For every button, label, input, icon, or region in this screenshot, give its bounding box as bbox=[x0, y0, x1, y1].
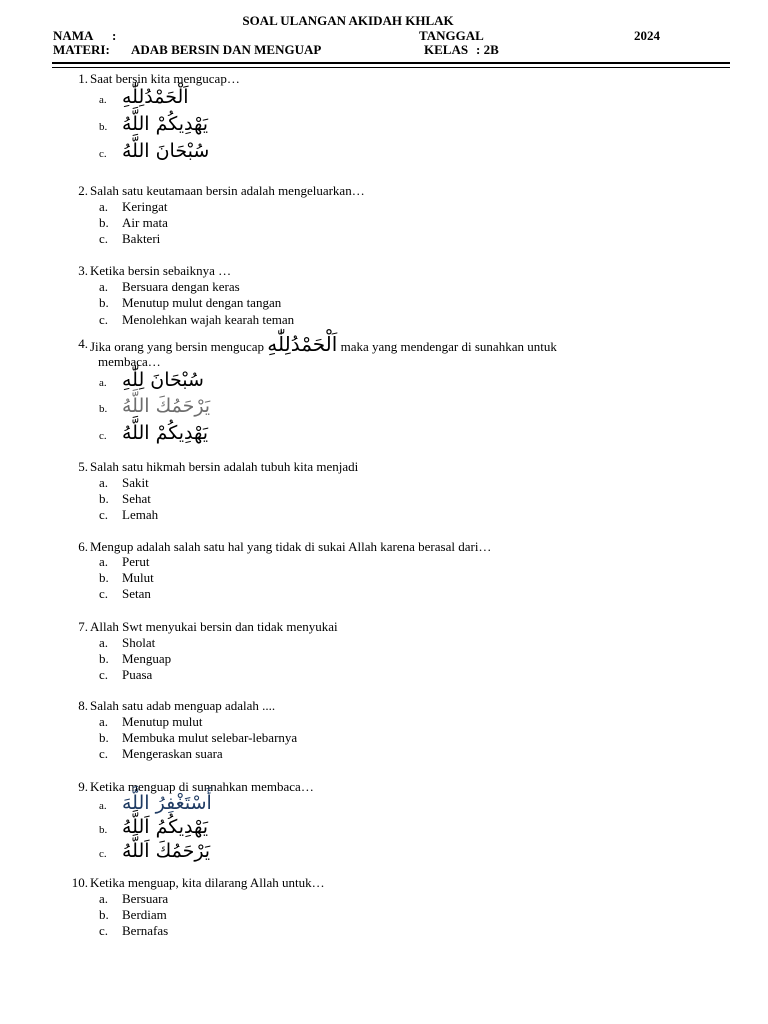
question-1 bbox=[66, 71, 746, 87]
header-divider-thin bbox=[52, 67, 730, 68]
option-text: Mulut bbox=[122, 570, 154, 585]
question-number: 4. bbox=[78, 336, 88, 351]
option-arabic-text: يَرْحَمُكَ اللَّهُ bbox=[122, 395, 211, 417]
option-letter: a. bbox=[99, 279, 109, 294]
option-letter: a. bbox=[99, 554, 109, 569]
option-letter: b. bbox=[99, 121, 108, 133]
question-3 bbox=[66, 263, 746, 279]
option-9a bbox=[99, 792, 212, 814]
option-2c bbox=[99, 231, 160, 247]
option-letter: a. bbox=[99, 377, 107, 389]
option-letter: b. bbox=[99, 907, 109, 922]
question-4 bbox=[66, 332, 746, 356]
question-2 bbox=[66, 183, 746, 199]
option-text: Menutup mulut bbox=[122, 714, 203, 729]
option-letter: c. bbox=[99, 430, 107, 442]
question-number: 3. bbox=[78, 263, 88, 278]
option-text: Menguap bbox=[122, 651, 172, 666]
question-5 bbox=[66, 459, 746, 475]
question-number: 2. bbox=[78, 183, 88, 198]
option-8c bbox=[99, 746, 223, 762]
option-letter: c. bbox=[99, 586, 109, 601]
question-10 bbox=[66, 875, 746, 891]
option-letter: b. bbox=[99, 491, 109, 506]
kelas-value: : 2B bbox=[476, 42, 499, 57]
option-letter: a. bbox=[99, 635, 109, 650]
question-number: 5. bbox=[78, 459, 88, 474]
question-7 bbox=[66, 619, 746, 635]
option-5b bbox=[99, 491, 151, 507]
option-letter: b. bbox=[99, 651, 109, 666]
option-arabic-text: يَهْدِيكُمْ اللَّهُ bbox=[122, 422, 209, 444]
option-text: Menolehkan wajah kearah teman bbox=[122, 312, 295, 327]
option-text: Puasa bbox=[122, 667, 153, 682]
option-letter: b. bbox=[99, 824, 108, 836]
question-text: Salah satu adab menguap adalah .... bbox=[90, 698, 276, 713]
option-9c bbox=[99, 840, 211, 862]
option-letter: a. bbox=[99, 94, 107, 106]
option-7c bbox=[99, 667, 152, 683]
nama-label: NAMA bbox=[53, 28, 94, 43]
option-text: Sehat bbox=[122, 491, 151, 506]
option-6a bbox=[99, 554, 149, 570]
option-1c bbox=[99, 140, 210, 162]
question-number: 1. bbox=[78, 71, 88, 86]
question-text: Saat bersin kita mengucap… bbox=[90, 71, 240, 86]
option-letter: c. bbox=[99, 667, 109, 682]
option-letter: c. bbox=[99, 507, 109, 522]
option-arabic-text: يَرْحَمُكَ اَللَّهُ bbox=[122, 840, 211, 862]
question-text: Salah satu hikmah bersin adalah tubuh kita menjadi bbox=[90, 459, 359, 474]
option-arabic-text: سُبْحَانَ اللَّهُ bbox=[122, 140, 210, 162]
option-letter: c. bbox=[99, 312, 109, 327]
option-arabic-text: أَسْتَغْفِرُ اللَّهَ bbox=[122, 792, 212, 814]
option-7b bbox=[99, 651, 171, 667]
question-text: Ketika bersin sebaiknya … bbox=[90, 263, 232, 278]
option-5c bbox=[99, 507, 158, 523]
option-text: Menutup mulut dengan tangan bbox=[122, 295, 282, 310]
option-10c bbox=[99, 923, 168, 939]
option-1b bbox=[99, 113, 209, 135]
option-3a bbox=[99, 279, 240, 295]
question-6 bbox=[66, 539, 746, 555]
question-number: 6. bbox=[78, 539, 88, 554]
option-4c bbox=[99, 422, 209, 444]
option-arabic-text: يَهْدِيكُمُ اَللَّهُ bbox=[122, 816, 209, 838]
question-number: 8. bbox=[78, 698, 88, 713]
option-10b bbox=[99, 907, 167, 923]
option-text: Sholat bbox=[122, 635, 156, 650]
header-divider-thick bbox=[52, 62, 730, 64]
question-4-line2 bbox=[90, 354, 690, 370]
tanggal-label: TANGGAL bbox=[419, 28, 484, 43]
option-4b bbox=[99, 395, 211, 417]
option-2a bbox=[99, 199, 167, 215]
option-text: Bersuara bbox=[122, 891, 169, 906]
option-5a bbox=[99, 475, 149, 491]
option-6b bbox=[99, 570, 154, 586]
option-2b bbox=[99, 215, 168, 231]
option-text: Sakit bbox=[122, 475, 149, 490]
option-8a bbox=[99, 714, 203, 730]
question-text: Ketika menguap di sunnahkan membaca… bbox=[90, 779, 314, 794]
option-text: Keringat bbox=[122, 199, 168, 214]
option-9b bbox=[99, 816, 209, 838]
option-letter: c. bbox=[99, 148, 107, 160]
option-letter: c. bbox=[99, 848, 107, 860]
year-value: 2024 bbox=[634, 28, 660, 43]
option-text: Perut bbox=[122, 554, 150, 569]
option-letter: c. bbox=[99, 746, 109, 761]
question-text-after: maka yang mendengar di sunahkan untuk bbox=[340, 339, 557, 354]
question-text-before: Jika orang yang bersin mengucap bbox=[90, 339, 265, 354]
option-arabic-text: يَهْدِيكُمْ اللَّهُ bbox=[122, 113, 209, 135]
option-text: Mengeraskan suara bbox=[122, 746, 223, 761]
option-text: Bernafas bbox=[122, 923, 169, 938]
option-text: Setan bbox=[122, 586, 151, 601]
option-text: Lemah bbox=[122, 507, 159, 522]
question-text: Mengup adalah salah satu hal yang tidak di sukai Allah karena berasal dari… bbox=[90, 539, 492, 554]
option-letter: b. bbox=[99, 730, 109, 745]
question-8 bbox=[66, 698, 746, 714]
option-text: Membuka mulut selebar-lebarnya bbox=[122, 730, 298, 745]
nama-colon: : bbox=[112, 28, 117, 43]
option-7a bbox=[99, 635, 155, 651]
option-letter: b. bbox=[99, 570, 109, 585]
kelas-label: KELAS bbox=[424, 42, 469, 57]
option-letter: a. bbox=[99, 714, 109, 729]
option-letter: a. bbox=[99, 475, 109, 490]
option-3c bbox=[99, 312, 294, 328]
question-number: 7. bbox=[78, 619, 88, 634]
question-text bbox=[90, 332, 557, 356]
option-letter: c. bbox=[99, 923, 109, 938]
question-text: Salah satu keutamaan bersin adalah mengeluarkan… bbox=[90, 183, 365, 198]
question-arabic-text: اَلْحَمْدُلِلّٰهِ bbox=[267, 332, 338, 356]
question-text: Allah Swt menyukai bersin dan tidak menyukai bbox=[90, 619, 338, 634]
option-3b bbox=[99, 295, 281, 311]
option-4a bbox=[99, 369, 204, 391]
option-6c bbox=[99, 586, 151, 602]
option-1a bbox=[99, 86, 189, 108]
materi-label: MATERI: bbox=[53, 42, 110, 57]
option-letter: b. bbox=[99, 295, 109, 310]
option-10a bbox=[99, 891, 168, 907]
option-letter: a. bbox=[99, 891, 109, 906]
option-letter: a. bbox=[99, 800, 107, 812]
option-letter: b. bbox=[99, 215, 109, 230]
question-number: 10. bbox=[71, 875, 88, 890]
question-text: Ketika menguap, kita dilarang Allah untuk… bbox=[90, 875, 325, 890]
option-arabic-text: سُبْحَانَ لِلّٰهِ bbox=[122, 369, 204, 391]
page-title: SOAL ULANGAN AKIDAH KHLAK bbox=[242, 13, 454, 28]
option-text: Air mata bbox=[122, 215, 168, 230]
option-letter: a. bbox=[99, 199, 109, 214]
option-8b bbox=[99, 730, 297, 746]
option-text: Bakteri bbox=[122, 231, 161, 246]
option-arabic-text: اَلْحَمْدُلِلّٰهِ bbox=[122, 86, 189, 108]
option-text: Berdiam bbox=[122, 907, 167, 922]
materi-value: ADAB BERSIN DAN MENGUAP bbox=[131, 42, 322, 57]
question-text-continued: membaca… bbox=[98, 354, 161, 369]
option-letter: c. bbox=[99, 231, 109, 246]
question-number: 9. bbox=[78, 779, 88, 794]
option-text: Bersuara dengan keras bbox=[122, 279, 240, 294]
option-letter: b. bbox=[99, 403, 108, 415]
